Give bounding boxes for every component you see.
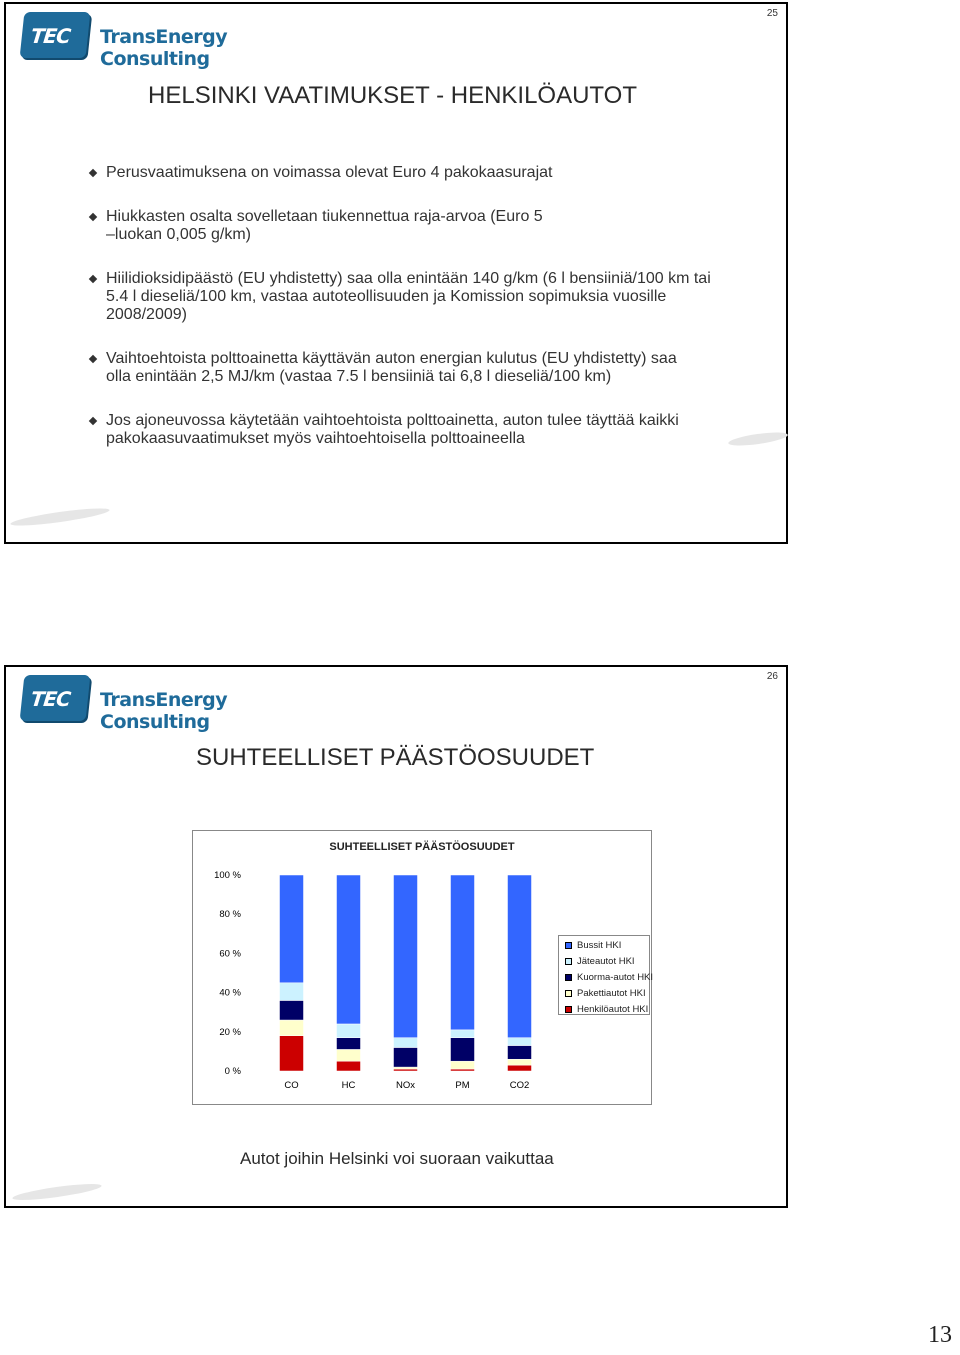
diamond-bullet-icon bbox=[89, 213, 97, 221]
bar-segment bbox=[394, 1047, 418, 1067]
slide-caption: Autot joihin Helsinki voi suoraan vaikuttaa bbox=[240, 1149, 554, 1168]
bar-segment bbox=[280, 1000, 304, 1020]
x-tick-label: NOx bbox=[396, 1080, 415, 1091]
tec-logo bbox=[22, 675, 302, 733]
stacked-bar-chart bbox=[192, 830, 652, 1105]
x-tick-label: CO2 bbox=[509, 1080, 530, 1091]
diamond-bullet-icon bbox=[89, 355, 97, 363]
bar-segment bbox=[280, 1020, 304, 1036]
bar-segment bbox=[337, 1061, 361, 1071]
chart-plot bbox=[193, 861, 553, 1101]
bar-segment bbox=[508, 875, 532, 1038]
slide-26 bbox=[4, 665, 788, 1208]
y-tick-label: 80 % bbox=[219, 909, 241, 921]
bullet-text: Hiilidioksidipäästö (EU yhdistetty) saa olla enintään 140 g/km (6 l bensiiniä/100 km tai 5.4 l dieseliä/100 km, vastaa autoteollisuuden ja Komission sopimuksia vuosille 2008/2009) bbox=[106, 270, 711, 323]
bullet-item bbox=[88, 164, 728, 182]
legend-label: Jäteautot HKI bbox=[577, 956, 635, 967]
bar-segment bbox=[280, 1036, 304, 1071]
decorative-swoosh bbox=[12, 1181, 103, 1203]
bar-segment bbox=[451, 1030, 475, 1038]
bar-segment bbox=[337, 1024, 361, 1038]
bar-segment bbox=[394, 1069, 418, 1071]
logo-badge-text: TEC bbox=[29, 24, 72, 48]
x-tick-label: PM bbox=[455, 1080, 470, 1091]
bullet-item bbox=[88, 412, 728, 448]
legend-swatch bbox=[565, 958, 572, 965]
bar-segment bbox=[394, 875, 418, 1038]
legend-label: Pakettiautot HKI bbox=[577, 988, 646, 999]
bar-segment bbox=[337, 875, 361, 1024]
slide-number: 25 bbox=[766, 8, 778, 19]
bar-segment bbox=[451, 1061, 475, 1069]
y-tick-label: 60 % bbox=[219, 948, 241, 960]
y-tick-label: 0 % bbox=[224, 1066, 241, 1077]
bar-segment bbox=[508, 1059, 532, 1065]
y-tick-label: 100 % bbox=[214, 870, 241, 881]
slide-title: HELSINKI VAATIMUKSET - HENKILÖAUTOT bbox=[148, 82, 637, 109]
bullet-item bbox=[88, 350, 686, 386]
x-tick-label: CO bbox=[284, 1080, 299, 1091]
logo-text: TransEnergy Consulting bbox=[100, 689, 228, 733]
chart-title: SUHTEELLISET PÄÄSTÖOSUUDET bbox=[329, 841, 515, 853]
diamond-bullet-icon bbox=[89, 417, 97, 425]
page-number: 13 bbox=[928, 1322, 952, 1348]
tec-badge-icon bbox=[20, 12, 91, 58]
diamond-bullet-icon bbox=[89, 275, 97, 283]
tec-badge-icon bbox=[20, 675, 91, 721]
bar-segment bbox=[508, 1065, 532, 1071]
bullet-item bbox=[88, 270, 728, 324]
legend-swatch bbox=[565, 942, 572, 949]
logo-text: TransEnergy Consulting bbox=[100, 26, 228, 70]
bar-segment bbox=[451, 875, 475, 1030]
legend-swatch bbox=[565, 1006, 572, 1013]
bar-segment bbox=[394, 1067, 418, 1069]
bar-segment bbox=[337, 1049, 361, 1061]
x-tick-label: HC bbox=[341, 1080, 356, 1091]
bullet-text: Jos ajoneuvossa käytetään vaihtoehtoista polttoainetta, auton tulee täyttää kaikki pakokaasuvaatimukset myös vaihtoehtoisella polttoaineella bbox=[106, 412, 679, 447]
bullet-list bbox=[88, 164, 728, 448]
y-tick-label: 40 % bbox=[219, 987, 241, 999]
bar-segment bbox=[280, 875, 304, 983]
y-tick-label: 20 % bbox=[219, 1026, 241, 1038]
bar-segment bbox=[451, 1069, 475, 1071]
slide-25 bbox=[4, 2, 788, 544]
bar-segment bbox=[508, 1046, 532, 1060]
bullet-text: Vaihtoehtoista polttoainetta käyttävän auton energian kulutus (EU yhdistetty) saa olla enintään 2,5 MJ/km (vastaa 7.5 l bensiiniä tai 6,8 l dieseliä/100 km) bbox=[106, 350, 677, 385]
legend-swatch bbox=[565, 990, 572, 997]
bullet-text: Hiukkasten osalta sovelletaan tiukennettua raja-arvoa (Euro 5 –luokan 0,005 g/km) bbox=[106, 208, 543, 243]
diamond-bullet-icon bbox=[89, 169, 97, 177]
legend-label: Kuorma-autot HKI bbox=[577, 972, 654, 983]
bar-segment bbox=[508, 1038, 532, 1046]
bar-segment bbox=[337, 1038, 361, 1050]
logo-badge-text: TEC bbox=[29, 687, 72, 711]
slide-number: 26 bbox=[766, 671, 778, 682]
legend-swatch bbox=[565, 974, 572, 981]
legend-label: Bussit HKI bbox=[577, 940, 622, 951]
bar-segment bbox=[280, 983, 304, 1001]
decorative-swoosh bbox=[728, 430, 789, 448]
chart-legend bbox=[558, 935, 654, 1015]
bullet-text: Perusvaatimuksena on voimassa olevat Euro 4 pakokaasurajat bbox=[106, 164, 553, 181]
legend-label: Henkilöautot HKI bbox=[577, 1004, 649, 1015]
bullet-item bbox=[88, 208, 546, 244]
tec-logo bbox=[22, 12, 302, 70]
bar-segment bbox=[394, 1038, 418, 1048]
bar-segment bbox=[451, 1038, 475, 1062]
decorative-swoosh bbox=[10, 505, 110, 529]
slide-title: SUHTEELLISET PÄÄSTÖOSUUDET bbox=[196, 744, 595, 771]
